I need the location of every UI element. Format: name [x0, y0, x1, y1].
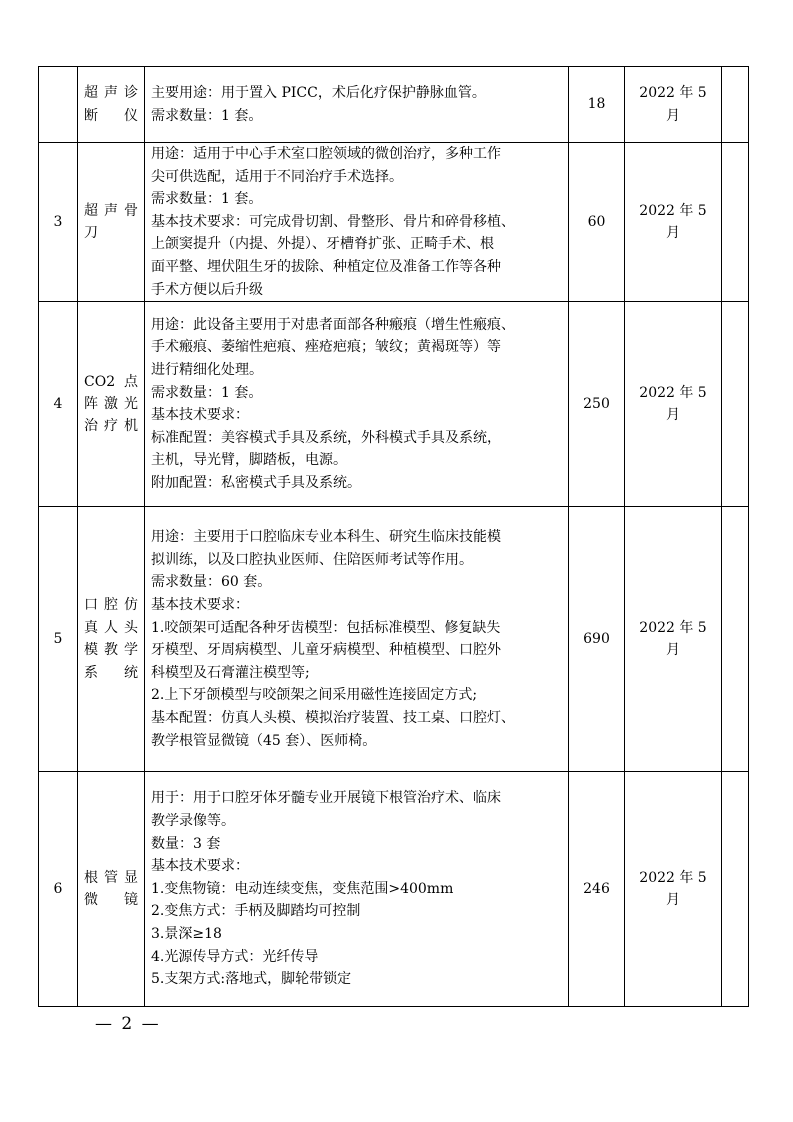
remarks-cell — [722, 67, 749, 143]
remarks-cell — [722, 772, 749, 1007]
row-index: 5 — [39, 507, 78, 772]
requirements-description — [145, 507, 569, 772]
description-line: 面平整、埋伏阻生牙的拔除、种植定位及准备工作等各种 — [151, 258, 501, 275]
description-line: 基本配置：仿真人头模、模拟治疗装置、技工桌、口腔灯、 — [151, 709, 515, 726]
row-index: 6 — [39, 772, 78, 1007]
equipment-name: 根管显微镜 — [78, 772, 145, 1007]
row-index: 4 — [39, 302, 78, 507]
description-line: 3.景深≥18 — [151, 926, 222, 943]
table-row — [39, 302, 749, 507]
equipment-name: 超声骨刀 — [78, 143, 145, 302]
description-line: 用途：主要用于口腔临床专业本科生、研究生临床技能模 — [151, 529, 501, 546]
requirements-description — [145, 143, 569, 302]
description-line: 用于：用于口腔牙体牙髓专业开展镜下根管治疗术、临床 — [151, 790, 501, 807]
description-line: 需求数量：60 套。 — [151, 574, 272, 591]
requirements-description — [145, 67, 569, 143]
description-line: 手术方便以后升级 — [151, 281, 263, 298]
description-line: 2.变焦方式：手柄及脚踏均可控制 — [151, 903, 361, 920]
table-row — [39, 67, 749, 143]
description-line: 用途：此设备主要用于对患者面部各种瘢痕（增生性瘢痕、 — [151, 316, 515, 333]
description-line: 1.变焦物镜：电动连续变焦，变焦范围>400mm — [151, 880, 454, 897]
description-line: 科模型及石膏灌注模型等; — [151, 664, 310, 681]
description-line: 教学录像等。 — [151, 813, 235, 830]
requirements-description — [145, 772, 569, 1007]
planned-date: 2022 年 5 月 — [625, 302, 722, 507]
planned-date: 2022 年 5 月 — [625, 143, 722, 302]
description-line: 标准配置：美容模式手具及系统，外科模式手具及系统， — [151, 429, 501, 446]
remarks-cell — [722, 507, 749, 772]
description-line: 手术瘢痕、萎缩性疤痕、痤疮疤痕；皱纹；黄褐斑等）等 — [151, 339, 501, 356]
description-line: 5.支架方式:落地式，脚轮带锁定 — [151, 971, 352, 988]
budget-amount: 18 — [569, 67, 625, 143]
planned-date: 2022 年 5 月 — [625, 507, 722, 772]
description-line: 进行精细化处理。 — [151, 361, 263, 378]
description-line: 牙模型、牙周病模型、儿童牙病模型、种植模型、口腔外 — [151, 642, 501, 659]
description-line: 附加配置：私密模式手具及系统。 — [151, 474, 361, 491]
description-line: 尖可供选配，适用于不同治疗手术选择。 — [151, 168, 403, 185]
description-line: 2.上下牙颌模型与咬颌架之间采用磁性连接固定方式; — [151, 687, 478, 704]
description-line: 基本技术要求： — [151, 596, 249, 613]
equipment-name: 口腔仿真人头模教学系统 — [78, 507, 145, 772]
remarks-cell — [722, 302, 749, 507]
table-row — [39, 772, 749, 1007]
budget-amount: 250 — [569, 302, 625, 507]
description-line: 基本技术要求： — [151, 858, 249, 875]
description-line: 教学根管显微镜（45 套）、医师椅。 — [151, 732, 377, 749]
remarks-cell — [722, 143, 749, 302]
description-line: 主要用途：用于置入 PICC，术后化疗保护静脉血管。 — [151, 84, 486, 101]
description-line: 1.咬颌架可适配各种牙齿模型：包括标准模型、修复缺失 — [151, 619, 501, 636]
description-line: 数量：3 套 — [151, 835, 221, 852]
description-line: 拟训练，以及口腔执业医师、住陪医师考试等作用。 — [151, 551, 473, 568]
table-body — [39, 67, 749, 1007]
equipment-name: 超声诊断仪 — [78, 67, 145, 143]
equipment-name: CO2 点阵激光治疗机 — [78, 302, 145, 507]
description-line: 需求数量：1 套。 — [151, 191, 263, 208]
procurement-table — [38, 66, 749, 1007]
planned-date: 2022 年 5 月 — [625, 772, 722, 1007]
row-index — [39, 67, 78, 143]
description-line: 需求数量：1 套。 — [151, 107, 263, 124]
table-row — [39, 143, 749, 302]
description-line: 主机，导光臂，脚踏板，电源。 — [151, 452, 347, 469]
description-line: 基本技术要求：可完成骨切割、骨整形、骨片和碎骨移植、 — [151, 213, 515, 230]
budget-amount: 690 — [569, 507, 625, 772]
description-line: 需求数量：1 套。 — [151, 384, 263, 401]
table-row — [39, 507, 749, 772]
budget-amount: 246 — [569, 772, 625, 1007]
description-line: 上颌窦提升（内提、外提）、牙槽脊扩张、正畸手术、根 — [151, 236, 494, 253]
row-index: 3 — [39, 143, 78, 302]
requirements-description — [145, 302, 569, 507]
description-line: 基本技术要求： — [151, 407, 249, 424]
page-number: — 2 — — [95, 1014, 161, 1034]
budget-amount: 60 — [569, 143, 625, 302]
planned-date: 2022 年 5 月 — [625, 67, 722, 143]
description-line: 用途：适用于中心手术室口腔领域的微创治疗，多种工作 — [151, 146, 501, 162]
description-line: 4.光源传导方式：光纤传导 — [151, 948, 319, 965]
